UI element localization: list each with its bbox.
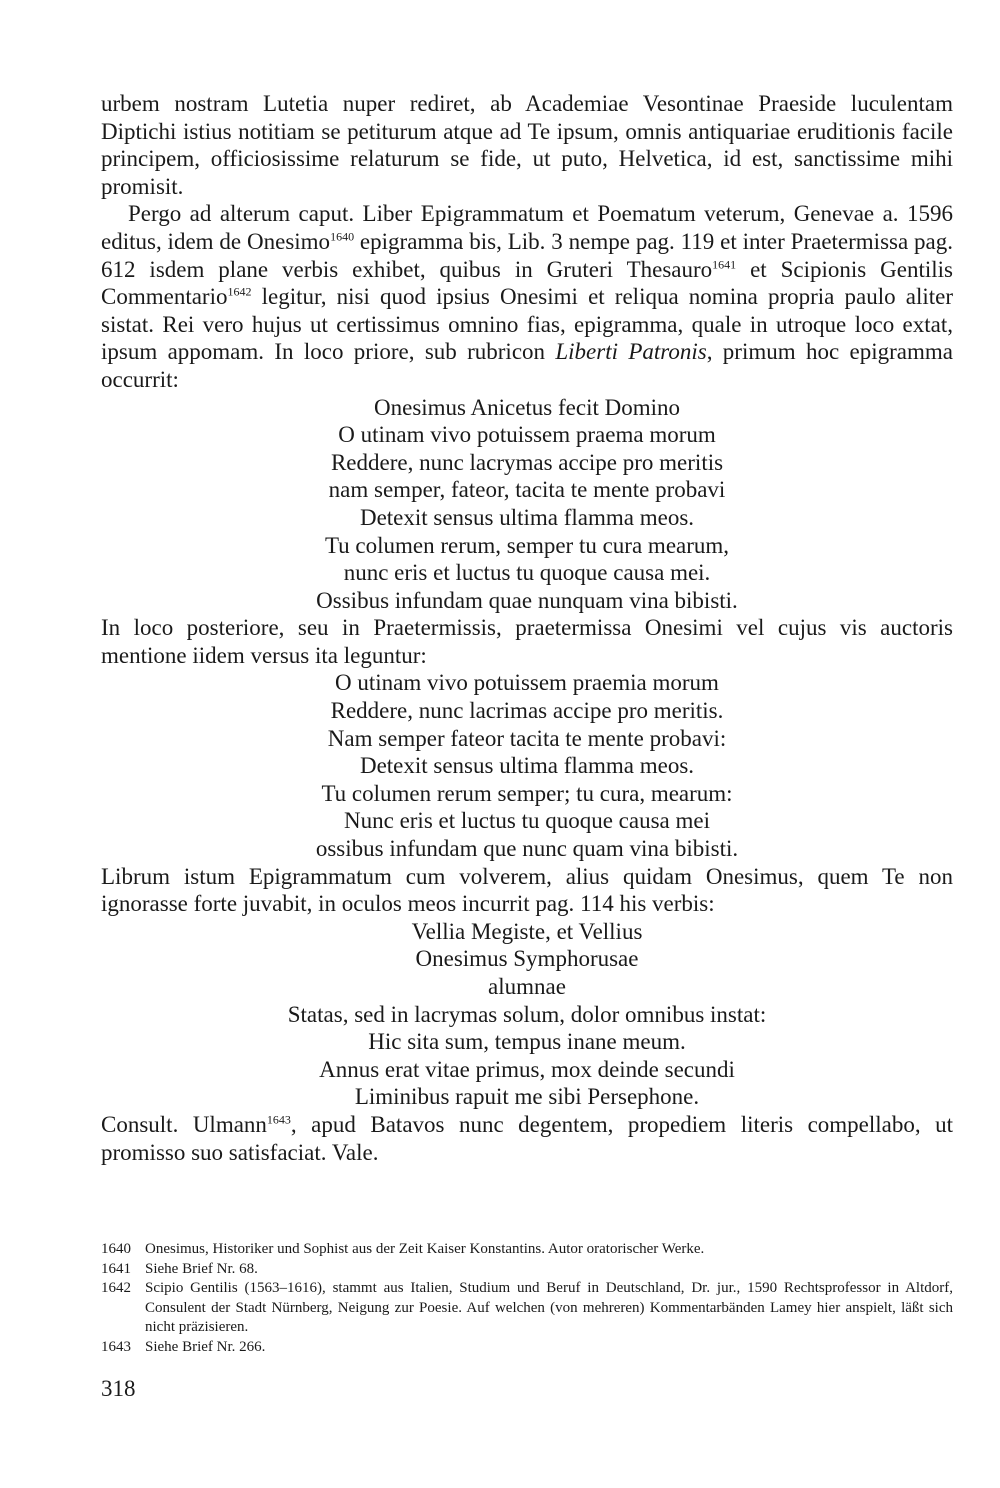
footnote-number: 1641: [101, 1260, 131, 1277]
verse-line: nam semper, fateor, tacita te mente probavi: [328, 477, 726, 503]
verse-line: Tu columen rerum semper; tu cura, mearum:: [321, 780, 733, 806]
footnote-number: 1640: [101, 1241, 131, 1257]
verse-line: Ossibus infundam quae nunquam vina bibisti.: [316, 587, 738, 613]
verse-block-1: [101, 394, 953, 615]
verse-line: Annus erat vitae primus, mox deinde secundi: [319, 1056, 735, 1082]
footnotes: [101, 1240, 953, 1358]
footnote-text: Siehe Brief Nr. 68.: [145, 1260, 258, 1277]
verse-block-2: [101, 669, 953, 862]
paragraph-5: [101, 1111, 953, 1166]
verse-line: Nunc eris et luctus tu quoque causa mei: [344, 808, 710, 834]
footnote-text: Onesimus, Historiker und Sophist aus der Zeit Kaiser Konstantins. Autor oratorischer Werke.: [145, 1241, 705, 1257]
verse-line: ossibus infundam que nunc quam vina bibisti.: [315, 836, 739, 862]
footnote-1642: [101, 1279, 953, 1338]
footnote-number: 1642: [101, 1280, 131, 1297]
footnote-text: Scipio Gentilis (1563–1616), stammt aus Italien, Studium und Beruf in Deutschland, Dr. jur., 1590 Rechtsprofessor in Altdorf, Consulent der Stadt Nürnberg, Neigung zur Poesie. Auf welchen (von mehreren) Kommentarbänden Lamey hier anspielt, läßt sich nicht präzisieren.: [145, 1280, 953, 1336]
footnote-ref-1642[interactable]: 1642: [227, 284, 252, 299]
footnote-number: 1643: [101, 1338, 131, 1355]
paragraph-4: Librum istum Epigrammatum cum volverem, alius quidam Onesimus, quem Te non ignorasse forte juvabit, in oculos meos incurrit pag. 114 his verbis:: [101, 863, 953, 917]
paragraph-5-part-b: , apud Batavos nunc degentem, propediem literis compellabo, ut promisso suo satisfaciat. Vale.: [101, 1111, 954, 1165]
verse-line: Detexit sensus ultima flamma meos.: [359, 504, 695, 530]
verse-line: O utinam vivo potuissem praemia morum: [335, 670, 719, 696]
paragraph-2-part-e: , primum hoc epigramma occurrit:: [101, 339, 953, 392]
footnote-ref-1640[interactable]: 1640: [330, 229, 355, 244]
verse-line: Reddere, nunc lacrimas accipe pro meritis.: [330, 698, 724, 724]
paragraph-2-italic-rubric: Liberti Patronis: [555, 339, 707, 365]
verse-line: Liminibus rapuit me sibi Persephone.: [354, 1084, 700, 1110]
paragraph-2-part-c: et Scipionis Gentilis Commentario: [101, 256, 953, 310]
paragraph-5-part-a: Consult. Ulmann: [101, 1111, 267, 1137]
verse-line: Tu columen rerum, semper tu cura mearum,: [324, 532, 730, 558]
paragraph-2-part-d: legitur, nisi quod ipsius Onesimi et reliqua nomina propria paulo aliter sistat. Rei vero hujus ut certissimus omnino fias, epigramma, quale in utroque loco extat, ipsum appomam. In loco priore, sub rubricon: [101, 284, 953, 365]
paragraph-2-part-a: Pergo ad alterum caput. Liber Epigrammatum et Poematum veterum, Genevae a. 1596 editus, idem de Onesimo: [101, 201, 953, 254]
verse-line: Detexit sensus ultima flamma meos.: [359, 753, 695, 779]
paragraph-2: [101, 200, 953, 393]
page-number: 318: [101, 1376, 136, 1401]
footnote-text: Siehe Brief Nr. 266.: [145, 1338, 266, 1355]
footnote-ref-1641[interactable]: 1641: [712, 256, 737, 271]
footnote-1643: [101, 1338, 953, 1358]
paragraph-2-part-b: epigramma bis, Lib. 3 nempe pag. 119 et inter Praetermissa pag. 612 isdem plane verbis exhibet, quibus in Gruteri Thesauro: [101, 228, 954, 282]
verse-line: nunc eris et luctus tu quoque causa mei.: [343, 560, 711, 586]
main-text: [101, 90, 953, 1166]
verse-line: Statas, sed in lacrymas solum, dolor omnibus instat:: [287, 1001, 767, 1027]
footnote-1640: [101, 1240, 953, 1260]
verse-line: Nam semper fateor tacita te mente probavi:: [327, 725, 727, 751]
verse-line: alumnae: [488, 974, 566, 999]
verse-line: O utinam vivo potuissem praema morum: [338, 422, 716, 448]
paragraph-1: urbem nostram Lutetia nuper rediret, ab Academiae Vesontinae Praeside luculentam Diptichi istius notitiam se petiturum atque ad Te ipsum, omnis antiquariae eruditionis facile principem, officiosissime relaturum se fide, ut puto, Helvetica, id est, sanctissime mihi promisit.: [101, 91, 953, 199]
verse-line: Onesimus Symphorusae: [415, 946, 639, 972]
verse-line: Hic sita sum, tempus inane meum.: [368, 1029, 686, 1055]
paragraph-3: In loco posteriore, seu in Praetermissis, praetermissa Onesimi vel cujus vis auctoris mentione iidem versus ita leguntur:: [101, 615, 953, 668]
footnote-1641: [101, 1260, 953, 1280]
verse-line: Reddere, nunc lacrymas accipe pro meritis: [330, 449, 724, 475]
verse-line: Onesimus Anicetus fecit Domino: [374, 394, 680, 420]
verse-line: Vellia Megiste, et Vellius: [411, 918, 643, 944]
verse-block-3: [101, 918, 953, 1111]
footnote-ref-1643[interactable]: 1643: [266, 1112, 291, 1127]
